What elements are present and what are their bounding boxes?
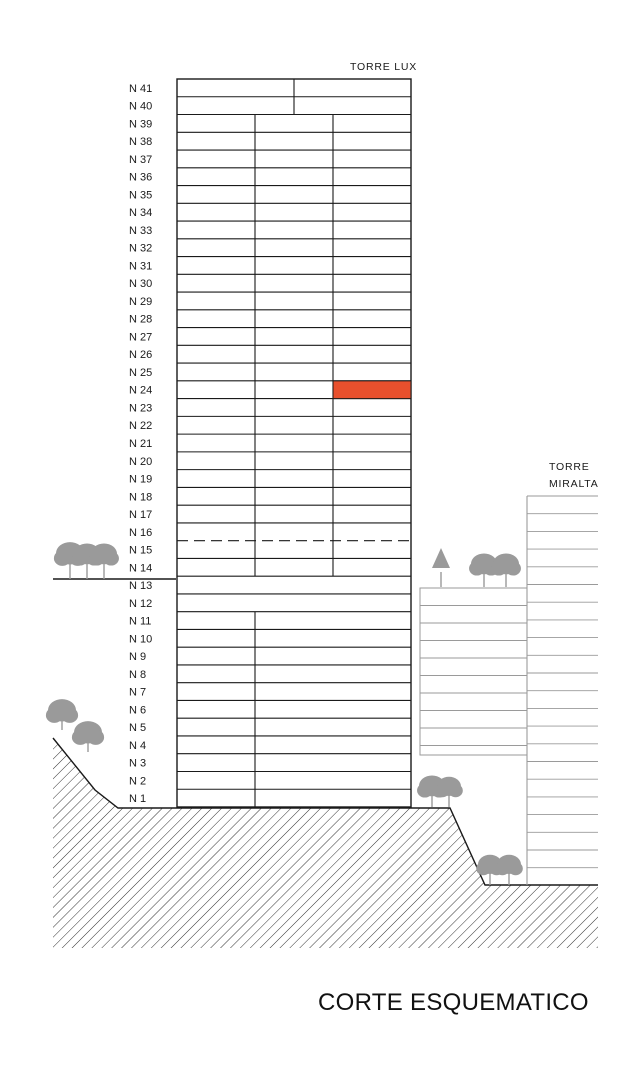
torre-lux-building	[177, 79, 411, 807]
floor-label: N 27	[129, 331, 153, 344]
floor-label: N 35	[129, 189, 153, 202]
floor-label: N 10	[129, 633, 153, 646]
floor-label: N 15	[129, 544, 153, 557]
floor-label: N 22	[129, 420, 153, 433]
floor-label: N 8	[129, 668, 147, 681]
floor-label: N 4	[129, 739, 147, 752]
floor-label: N 34	[129, 207, 153, 220]
floor-label: N 38	[129, 136, 153, 149]
floor-label: N 29	[129, 295, 153, 308]
neighbor-podium	[420, 588, 527, 755]
torre-miralta-label-line2: MIRALTA	[549, 478, 599, 490]
floor-label: N 31	[129, 260, 153, 273]
floor-label: N 23	[129, 402, 153, 415]
floor-label: N 33	[129, 224, 153, 237]
floor-label: N 30	[129, 278, 153, 291]
torre-lux-label: TORRE LUX	[350, 61, 418, 73]
floor-label: N 7	[129, 686, 147, 699]
floor-label: N 2	[129, 775, 147, 788]
floor-label: N 21	[129, 438, 153, 450]
floor-label: N 17	[129, 509, 153, 522]
floor-label: N 6	[129, 704, 147, 717]
torre-miralta-label-line1: TORRE	[549, 461, 590, 473]
floor-label: N 26	[129, 349, 153, 362]
floor-label: N 11	[129, 615, 152, 628]
floor-label: N 39	[129, 118, 153, 131]
floor-labels	[129, 83, 152, 805]
tree-icon	[46, 699, 78, 730]
diagram-title: CORTE ESQUEMATICO	[318, 989, 589, 1016]
floor-label: N 28	[129, 313, 153, 326]
floor-label: N 14	[129, 562, 153, 575]
highlighted-unit	[333, 381, 411, 399]
tree-icon	[491, 553, 521, 587]
podium-outline	[420, 588, 527, 755]
floor-label: N 18	[129, 491, 153, 504]
floor-label: N 32	[129, 242, 153, 255]
floor-label: N 9	[129, 651, 147, 664]
floor-label: N 12	[129, 597, 153, 610]
floor-label: N 5	[129, 722, 147, 735]
floor-label: N 3	[129, 757, 147, 770]
tree-icon	[89, 543, 119, 579]
floor-label: N 20	[129, 455, 153, 468]
floor-label: N 24	[129, 384, 153, 397]
conifer-tree-icon	[432, 548, 450, 587]
floor-label: N 41	[129, 82, 153, 95]
floor-label: N 1	[129, 793, 147, 806]
floor-label: N 40	[129, 100, 153, 113]
torre-miralta-building	[527, 496, 598, 885]
tower-outline	[177, 79, 411, 807]
floor-label: N 25	[129, 366, 153, 379]
tree-icon	[435, 777, 463, 807]
floor-label: N 13	[129, 580, 153, 593]
floor-label: N 37	[129, 153, 153, 166]
floor-label: N 19	[129, 473, 153, 486]
tree-icon	[495, 855, 523, 885]
floor-label: N 36	[129, 171, 153, 184]
tree-icon	[72, 721, 104, 752]
floor-label: N 16	[129, 526, 153, 539]
